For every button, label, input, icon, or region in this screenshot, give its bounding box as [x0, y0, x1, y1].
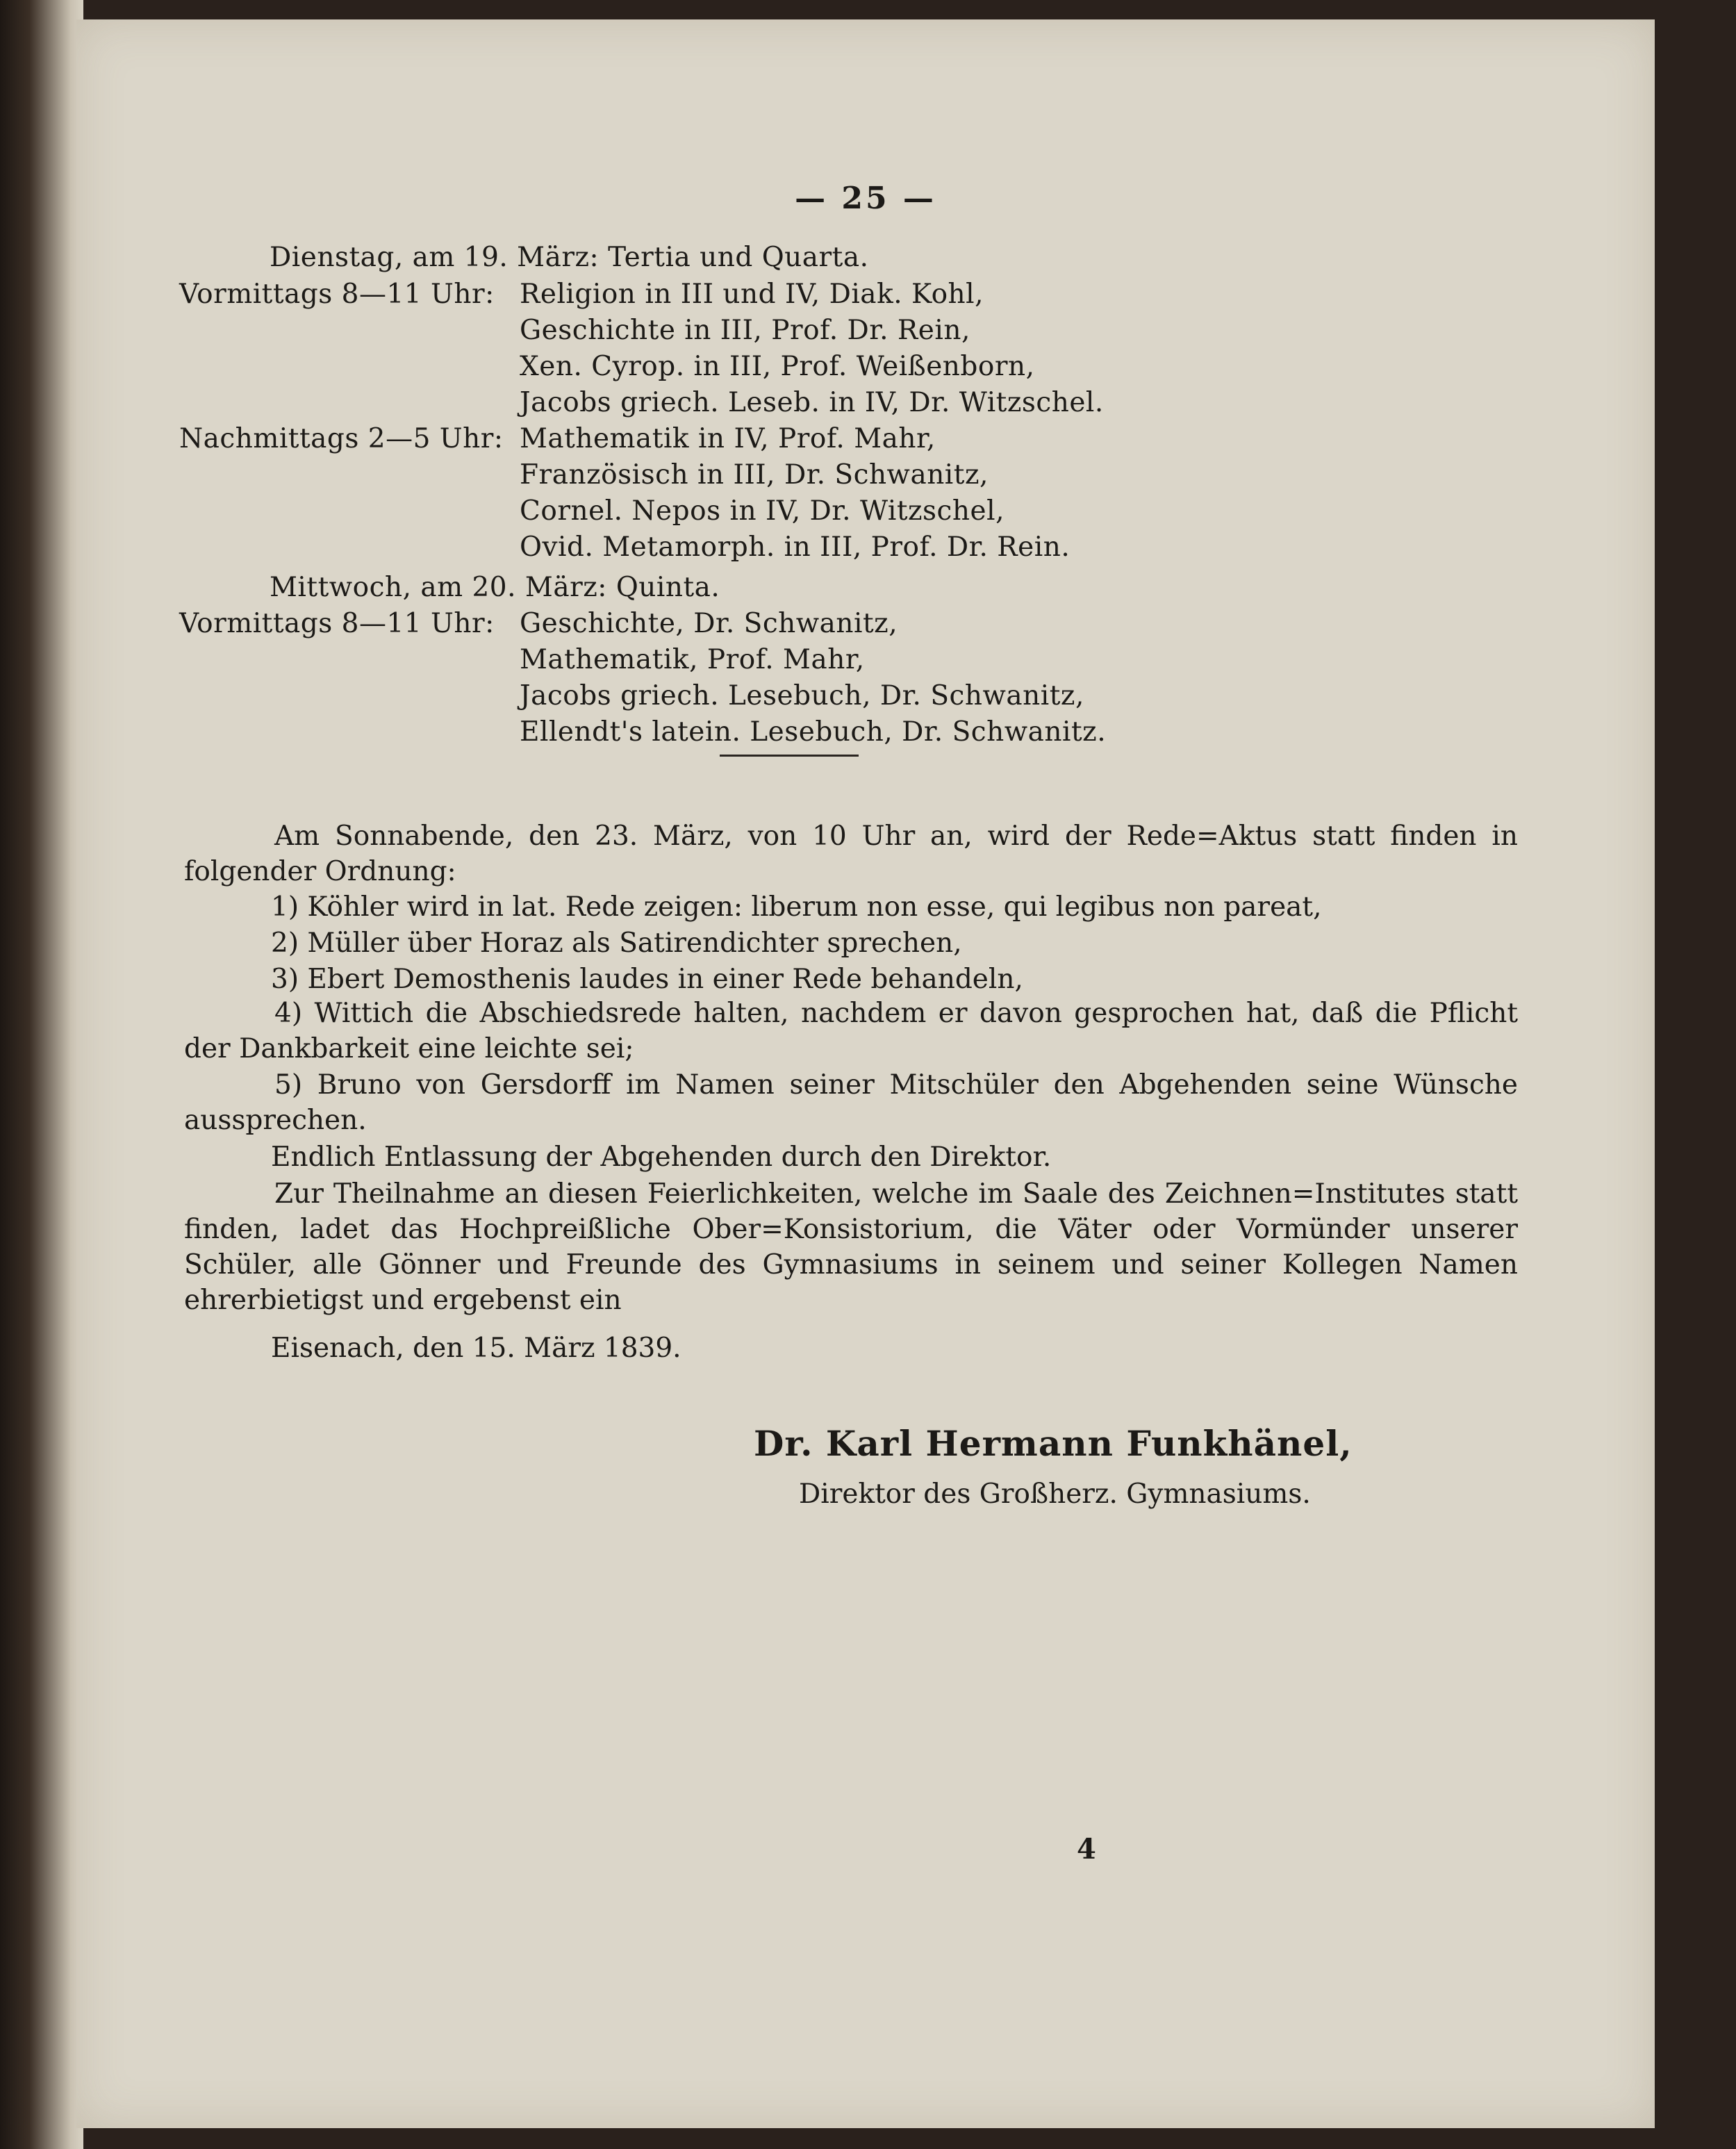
schedule-entry: Mathematik in IV, Prof. Mahr,	[520, 423, 936, 454]
schedule-time-label: Vormittags 8—11 Uhr:	[179, 608, 495, 639]
schedule-time-label: Nachmittags 2—5 Uhr:	[179, 423, 504, 454]
schedule-entry: Mathematik, Prof. Mahr,	[520, 644, 865, 675]
schedule-entry: Cornel. Nepos in IV, Dr. Witzschel,	[520, 495, 1005, 527]
program-item: 1) Köhler wird in lat. Rede zeigen: liberum non esse, qui legibus non pareat,	[271, 891, 1322, 923]
document-page	[76, 19, 1655, 2128]
program-item: 3) Ebert Demosthenis laudes in einer Rede behandeln,	[271, 964, 1023, 995]
schedule-entry: Jacobs griech. Leseb. in IV, Dr. Witzschel.	[520, 387, 1104, 418]
closing-line: Endlich Entlassung der Abgehenden durch den Direktor.	[271, 1142, 1052, 1173]
schedule-entry: Ovid. Metamorph. in III, Prof. Dr. Rein.	[520, 532, 1070, 563]
schedule-entry: Geschichte, Dr. Schwanitz,	[520, 608, 898, 639]
signature-mark: 4	[1077, 1833, 1096, 1866]
schedule-entry: Geschichte in III, Prof. Dr. Rein,	[520, 315, 970, 346]
book-binding-edge	[0, 0, 83, 2149]
program-item: 2) Müller über Horaz als Satirendichter sprechen,	[271, 928, 962, 959]
schedule-entry: Jacobs griech. Lesebuch, Dr. Schwanitz,	[520, 680, 1084, 711]
date-place: Eisenach, den 15. März 1839.	[271, 1333, 681, 1364]
schedule-time-label: Vormittags 8—11 Uhr:	[179, 279, 495, 310]
schedule-entry: Ellendt's latein. Lesebuch, Dr. Schwanitz.	[520, 716, 1107, 748]
ceremony-intro: Am Sonnabende, den 23. März, von 10 Uhr an, wird der Rede=Aktus statt finden in folgender Ordnung:	[184, 821, 1518, 887]
signature-title: Direktor des Großherz. Gymnasiums.	[799, 1479, 1311, 1510]
schedule-day-tuesday: Dienstag, am 19. März: Tertia und Quarta.	[270, 242, 869, 273]
section-divider	[720, 755, 859, 757]
page-number: — 25 —	[795, 181, 936, 216]
schedule-entry: Französisch in III, Dr. Schwanitz,	[520, 459, 989, 491]
program-item: 5) Bruno von Gersdorff im Namen seiner Mitschüler den Abgehenden seine Wünsche aussprechen.	[184, 1069, 1518, 1136]
signature-name: Dr. Karl Hermann Funkhänel,	[754, 1423, 1353, 1464]
program-item: 4) Wittich die Abschiedsrede halten, nachdem er davon gesprochen hat, daß die Pflicht der Dankbarkeit eine leichte sei;	[184, 998, 1518, 1064]
schedule-entry: Xen. Cyrop. in III, Prof. Weißenborn,	[520, 351, 1035, 382]
schedule-day-wednesday: Mittwoch, am 20. März: Quinta.	[270, 572, 720, 603]
invitation-paragraph: Zur Theilnahme an diesen Feierlichkeiten, welche im Saale des Zeichnen=Institutes statt finden, ladet das Hochpreißliche Ober=Konsistorium, die Väter oder Vormünder unserer Schüler, alle Gönner und Freunde des Gymnasiums in seinem und seiner Kollegen Namen ehrerbietigst und ergebenst ein	[184, 1178, 1518, 1316]
schedule-entry: Religion in III und IV, Diak. Kohl,	[520, 279, 984, 310]
